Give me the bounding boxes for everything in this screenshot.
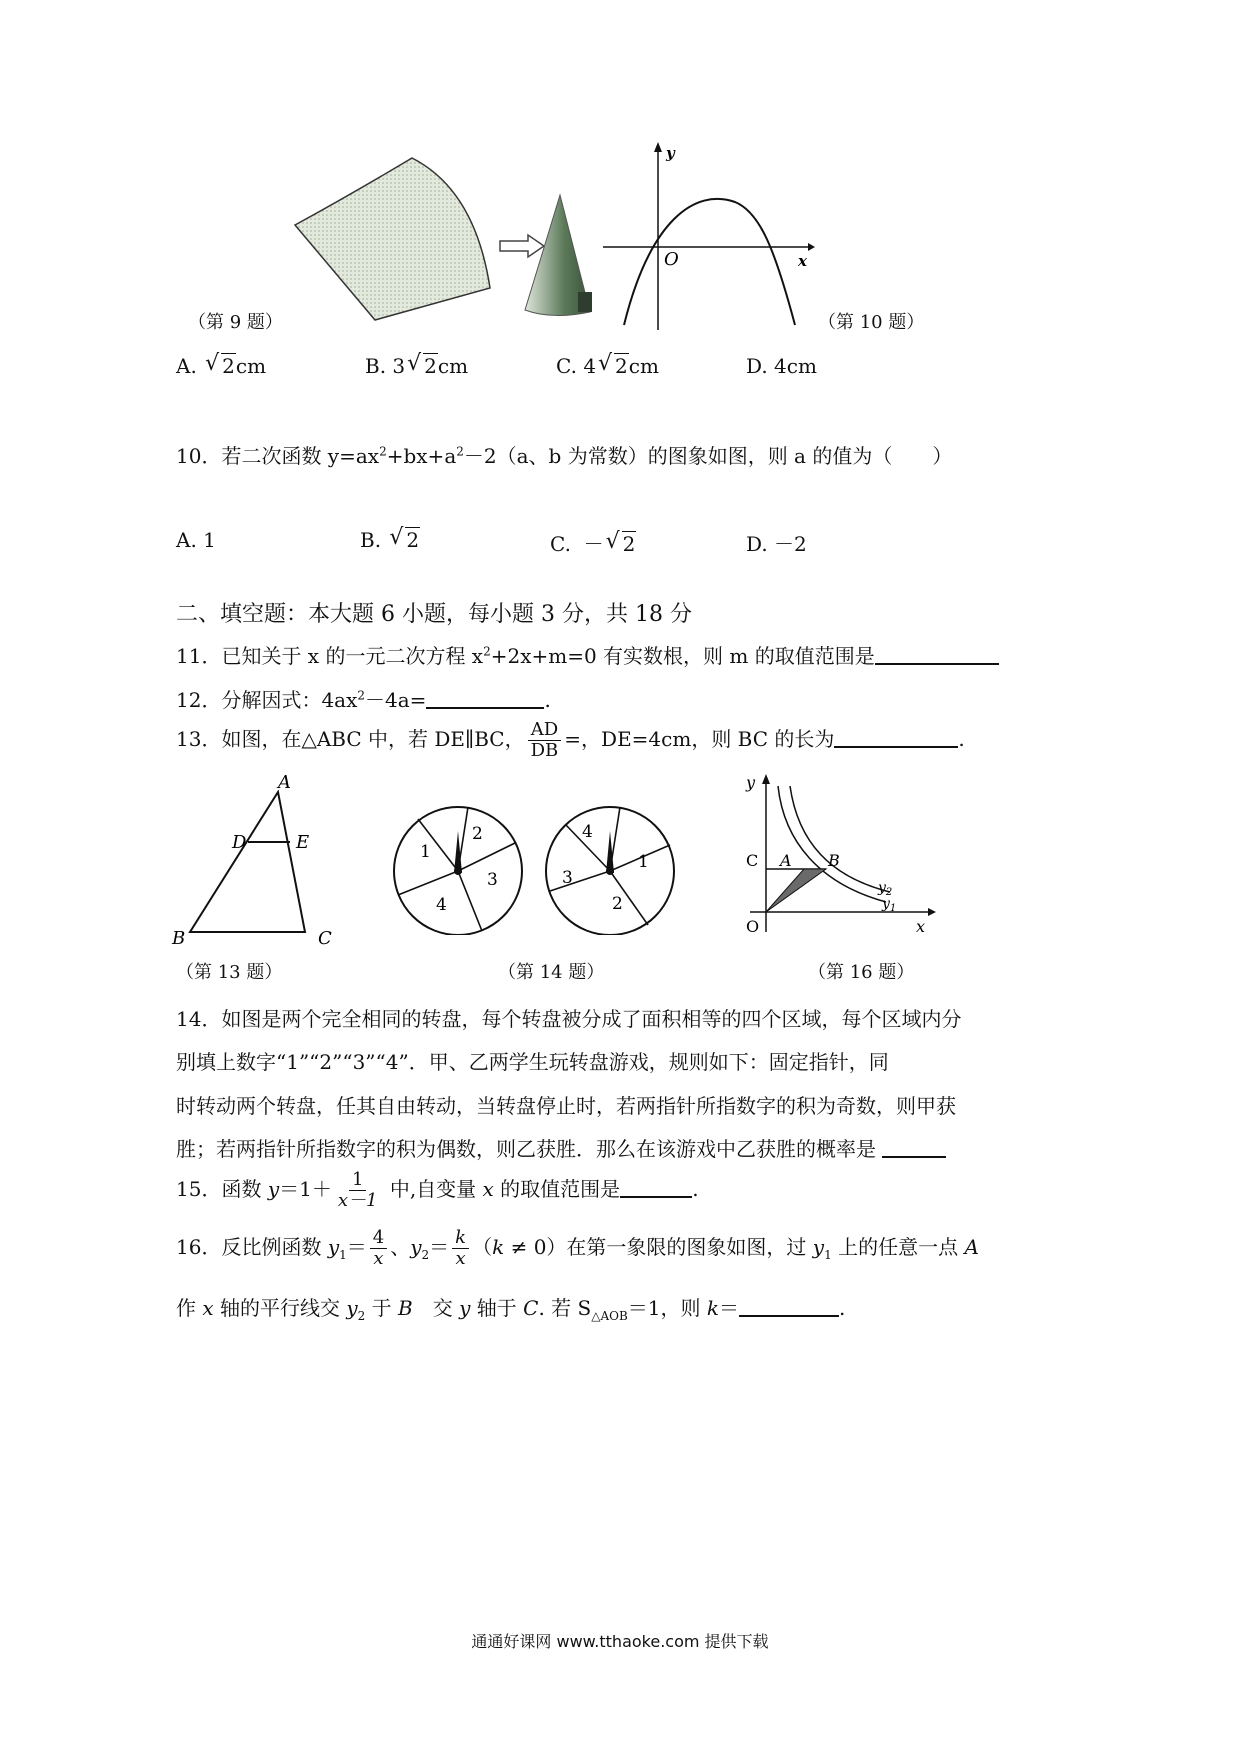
q13-label-b: B — [172, 928, 186, 949]
q10-axis-y: y — [666, 144, 675, 162]
q14-s2-n3: 2 — [612, 894, 623, 914]
q16-caption: （第 16 题） — [808, 962, 915, 983]
q16-label-x: x — [916, 917, 926, 936]
section-2-heading: 二、填空题：本大题 6 小题，每小题 3 分，共 18 分 — [176, 602, 692, 627]
q12-answer-blank[interactable] — [426, 687, 544, 709]
q13-label-d: D — [232, 832, 247, 853]
q14-s2-n1: 4 — [582, 822, 593, 842]
sqrt-icon: √ 2 — [606, 532, 637, 556]
q14-line-1: 14．如图是两个完全相同的转盘，每个转盘被分成了面积相等的四个区域，每个区域内分 — [176, 1007, 962, 1031]
q9-sector-figure — [290, 150, 610, 330]
q13-answer-blank[interactable] — [834, 726, 958, 748]
q14-spinners-figure — [390, 785, 690, 935]
q10-option-a: A. 1 — [176, 528, 216, 552]
q14-line-2: 别填上数字“1”“2”“3”“4”．甲、乙两学生玩转盘游戏，规则如下：固定指针，同 — [176, 1050, 889, 1074]
q13-fraction: $\frac{AD}{DB}$ — [528, 720, 562, 761]
q16-label-y2-sub: 2 — [885, 887, 893, 898]
q16-inverse-figure — [740, 772, 940, 942]
q14-s1-n3: 3 — [487, 870, 498, 890]
svg-text:y1 — [881, 896, 896, 914]
q11-answer-blank[interactable] — [875, 643, 999, 665]
q14-line-3: 时转动两个转盘，任其自由转动，当转盘停止时，若两指针所指数字的积为奇数，则甲获 — [176, 1094, 956, 1118]
page-footer: 通通好课网 www.tthaoke.com 提供下载 — [471, 1632, 769, 1651]
q13-label-e: E — [296, 832, 310, 853]
q14-s1-n4: 4 — [436, 895, 447, 915]
q15-fraction: $\frac{1}{x-1}$ — [337, 1169, 378, 1211]
q16-label-y1: y — [882, 896, 890, 912]
arrow-right-icon — [500, 235, 544, 257]
sqrt-icon: √ 2 — [598, 354, 629, 378]
q16-stem-line-1: 16．反比例函数 $y_1=$ $\frac{4}{x}$ 、$y_2=$ $\frac{k}{x}$ （k ≠ 0）在第一象限的图象如图，过 $y_1$ 上的任意一点 A — [176, 1227, 979, 1269]
q16-fraction-2: $\frac{k}{x}$ — [452, 1228, 469, 1269]
q9-sector-shape — [295, 158, 490, 320]
q13-stem: 13．如图，在△ABC 中，若 DE∥BC， $\frac{AD}{DB}$ =，DE=4cm，则 BC 的长为 . — [176, 719, 965, 761]
q14-s2-n4: 3 — [562, 868, 573, 888]
sqrt-icon: √ 2 — [407, 354, 438, 378]
q13-triangle-figure — [170, 772, 350, 952]
q15-answer-blank[interactable] — [620, 1176, 692, 1198]
sqrt-icon: √ 2 — [389, 528, 420, 552]
q11-stem: 11．已知关于 x 的一元二次方程 $x^2+2x+m=0$ 有实数根，则 m 的取值范围是 — [176, 640, 999, 669]
q10-origin: O — [664, 249, 679, 270]
q16-label-c: C — [746, 851, 759, 870]
q15-stem: 15．函数 y＝1＋ $\frac{1}{x-1}$ 中,自变量 x 的取值范围是 . — [176, 1169, 699, 1211]
q14-s2-n2: 1 — [638, 852, 649, 872]
q16-triangle-aob — [766, 869, 826, 912]
q9-caption: （第 9 题） — [188, 312, 283, 333]
q16-answer-blank[interactable] — [739, 1295, 839, 1317]
q9-option-c: C. 4√ 2cm — [556, 354, 659, 378]
q16-label-a: A — [780, 851, 792, 870]
q14-caption: （第 14 题） — [498, 962, 605, 983]
q10-parabola-figure — [600, 140, 815, 330]
q13-label-c: C — [318, 928, 332, 949]
q10-option-d: D. －2 — [746, 532, 807, 556]
q16-label-y: y — [746, 773, 756, 792]
q14-line-4: 胜；若两指针所指数字的积为偶数，则乙获胜．那么在该游戏中乙获胜的概率是 — [176, 1133, 946, 1162]
q14-s1-n1: 1 — [420, 842, 431, 862]
q16-stem-line-2: 作 x 轴的平行线交 $y_2$ 于 B 交 y 轴于 C. 若 $S_{\triangle AOB}=1$，则 k＝ . — [176, 1296, 846, 1323]
q13-caption: （第 13 题） — [176, 962, 283, 983]
q14-spinner-2 — [546, 807, 674, 935]
q10-caption: （第 10 题） — [818, 312, 925, 333]
q14-answer-blank[interactable] — [882, 1136, 946, 1158]
q10-axis-x: x — [798, 252, 807, 270]
q13-label-a: A — [278, 772, 291, 793]
q16-label-o: O — [746, 917, 760, 936]
sqrt-icon: √ 2 — [205, 354, 236, 378]
q16-fraction-1: $\frac{4}{x}$ — [370, 1228, 387, 1269]
q10-parabola-curve — [624, 199, 795, 325]
q14-spinner-1 — [394, 807, 522, 935]
q16-label-b: B — [828, 851, 840, 870]
q16-label-y2: y — [878, 880, 886, 896]
q10-stem: 10．若二次函数 $y=ax^2+bx+a^2-2(a$、b 为常数）的图象如图，则 a 的值为（ ） — [176, 444, 953, 468]
q16-label-y1-sub: 1 — [889, 903, 897, 914]
q12-stem: 12．分解因式：$4ax^2-4a=$ . — [176, 688, 551, 712]
q9-option-b: B. 3√ 2cm — [365, 354, 468, 378]
q14-s1-n2: 2 — [472, 824, 483, 844]
q10-option-b: B. √ 2 — [360, 528, 420, 552]
q9-option-a: A. √ 2cm — [176, 354, 266, 378]
q9-option-d: D. 4cm — [746, 354, 817, 378]
q10-option-c: C. －√ 2 — [550, 528, 636, 557]
